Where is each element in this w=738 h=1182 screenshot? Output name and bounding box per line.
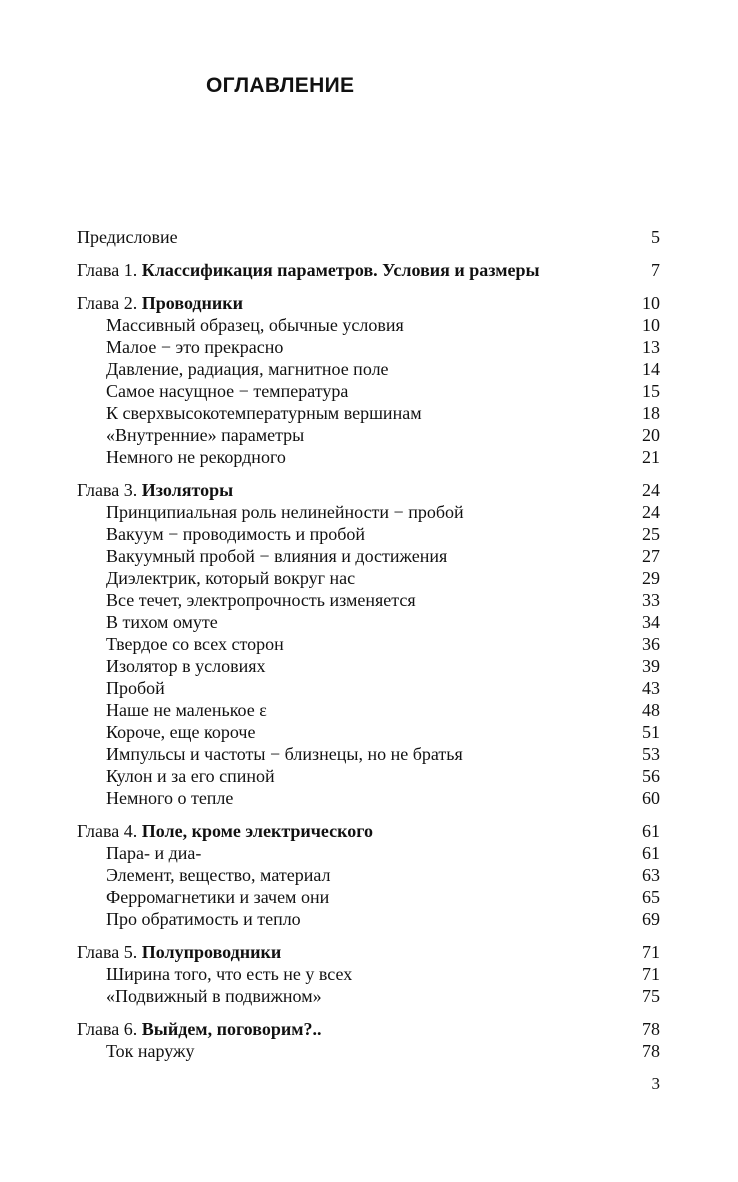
section-row [77,633,660,655]
section-row [77,908,660,930]
section-row [77,765,660,787]
section-row [77,523,660,545]
section-row [77,655,660,677]
chapter-page: 61 [642,821,660,841]
section-row [77,677,660,699]
section-row [77,985,660,1007]
section-title: Вакуум − проводимость и пробой [106,524,366,544]
section-title: «Подвижный в подвижном» [106,986,322,1006]
chapter-group [77,820,660,930]
section-row [77,314,660,336]
chapter-prefix: Глава 6. [77,1019,142,1039]
chapter-title [77,941,630,963]
section-page: 24 [642,502,660,522]
section-page: 65 [642,887,660,907]
section-row [77,787,660,809]
section-title: Элемент, вещество, материал [106,865,331,885]
section-title: Принципиальная роль нелинейности − пробой [106,502,464,522]
chapter-prefix: Глава 5. [77,942,142,962]
chapter-name: Изоляторы [141,480,234,500]
section-page: 18 [642,403,660,423]
section-page: 71 [642,964,660,984]
chapter-title [77,259,630,281]
section-page: 69 [642,909,660,929]
section-page: 34 [642,612,660,632]
chapter-group [77,1018,660,1062]
page-number: 3 [651,1074,660,1093]
section-page: 13 [642,337,660,357]
table-of-contents [77,226,660,1073]
section-page: 36 [642,634,660,654]
chapter-prefix: Глава 1. [77,260,142,280]
chapter-prefix: Глава 4. [77,821,142,841]
section-page: 53 [642,744,660,764]
section-title: Самое насущное − температура [106,381,349,401]
chapter-row [77,941,660,963]
section-page: 75 [642,986,660,1006]
section-page: 43 [642,678,660,698]
section-title: «Внутренние» параметры [106,425,305,445]
section-page: 14 [642,359,660,379]
section-row [77,402,660,424]
chapter-name: Классификация параметров. Условия и размеры [141,260,540,280]
section-page: 63 [642,865,660,885]
chapter-page: 78 [642,1019,660,1039]
preface-page: 5 [651,227,660,247]
section-page: 21 [642,447,660,467]
section-row [77,424,660,446]
chapter-page: 24 [642,480,660,500]
section-title: Кулон и за его спиной [106,766,275,786]
section-row [77,567,660,589]
section-page: 33 [642,590,660,610]
chapter-title [77,292,630,314]
section-title: Короче, еще короче [106,722,256,742]
chapter-group [77,479,660,809]
chapter-group [77,941,660,1007]
chapter-name: Выйдем, поговорим?.. [141,1019,322,1039]
chapter-page: 10 [642,293,660,313]
chapter-title [77,820,630,842]
section-title: Все течет, электропрочность изменяется [106,590,416,610]
section-title: Вакуумный пробой − влияния и достижения [106,546,448,566]
section-title: Немного о тепле [106,788,234,808]
section-row [77,446,660,468]
section-page: 29 [642,568,660,588]
chapter-title [77,479,630,501]
section-page: 25 [642,524,660,544]
section-title: К сверхвысокотемпературным вершинам [106,403,422,423]
section-title: Диэлектрик, который вокруг нас [106,568,356,588]
chapter-name: Проводники [141,293,244,313]
section-row [77,1040,660,1062]
section-page: 20 [642,425,660,445]
preface-title: Предисловие [77,227,178,247]
chapter-row [77,820,660,842]
chapter-page: 71 [642,942,660,962]
chapter-group [77,292,660,468]
section-title: Ширина того, что есть не у всех [106,964,353,984]
section-row [77,721,660,743]
page-title: ОГЛАВЛЕНИЕ [206,74,355,97]
section-title: В тихом омуте [106,612,218,632]
chapter-row [77,259,660,281]
section-row [77,358,660,380]
section-row [77,380,660,402]
chapter-row [77,479,660,501]
section-title: Ферромагнетики и зачем они [106,887,330,907]
chapter-name: Поле, кроме электрического [141,821,373,841]
section-title: Массивный образец, обычные условия [106,315,404,335]
section-row [77,545,660,567]
section-title: Немного не рекордного [106,447,286,467]
section-row [77,963,660,985]
section-page: 48 [642,700,660,720]
section-page: 56 [642,766,660,786]
section-page: 51 [642,722,660,742]
chapter-group [77,259,660,281]
section-title: Изолятор в условиях [106,656,266,676]
section-page: 15 [642,381,660,401]
section-page: 78 [642,1041,660,1061]
section-page: 61 [642,843,660,863]
section-page: 60 [642,788,660,808]
section-row [77,864,660,886]
section-title: Твердое со всех сторон [106,634,284,654]
section-row [77,611,660,633]
section-row [77,743,660,765]
preface-group [77,226,660,248]
section-title: Про обратимость и тепло [106,909,301,929]
section-title: Пробой [106,678,165,698]
chapter-page: 7 [651,260,660,280]
section-row [77,336,660,358]
section-page: 10 [642,315,660,335]
section-page: 39 [642,656,660,676]
section-title: Ток наружу [106,1041,195,1061]
section-row [77,589,660,611]
chapter-prefix: Глава 3. [77,480,142,500]
chapter-title [77,1018,630,1040]
section-title: Малое − это прекрасно [106,337,284,357]
section-page: 27 [642,546,660,566]
section-title: Пара- и диа- [106,843,202,863]
chapter-row [77,1018,660,1040]
section-row [77,842,660,864]
chapter-name: Полупроводники [141,942,282,962]
section-title: Давление, радиация, магнитное поле [106,359,389,379]
section-row [77,886,660,908]
chapter-row [77,292,660,314]
section-row [77,699,660,721]
section-title: Импульсы и частоты − близнецы, но не братья [106,744,463,764]
section-title: Наше не маленькое ε [106,700,267,720]
section-row [77,501,660,523]
preface-row [77,226,660,248]
chapter-prefix: Глава 2. [77,293,142,313]
